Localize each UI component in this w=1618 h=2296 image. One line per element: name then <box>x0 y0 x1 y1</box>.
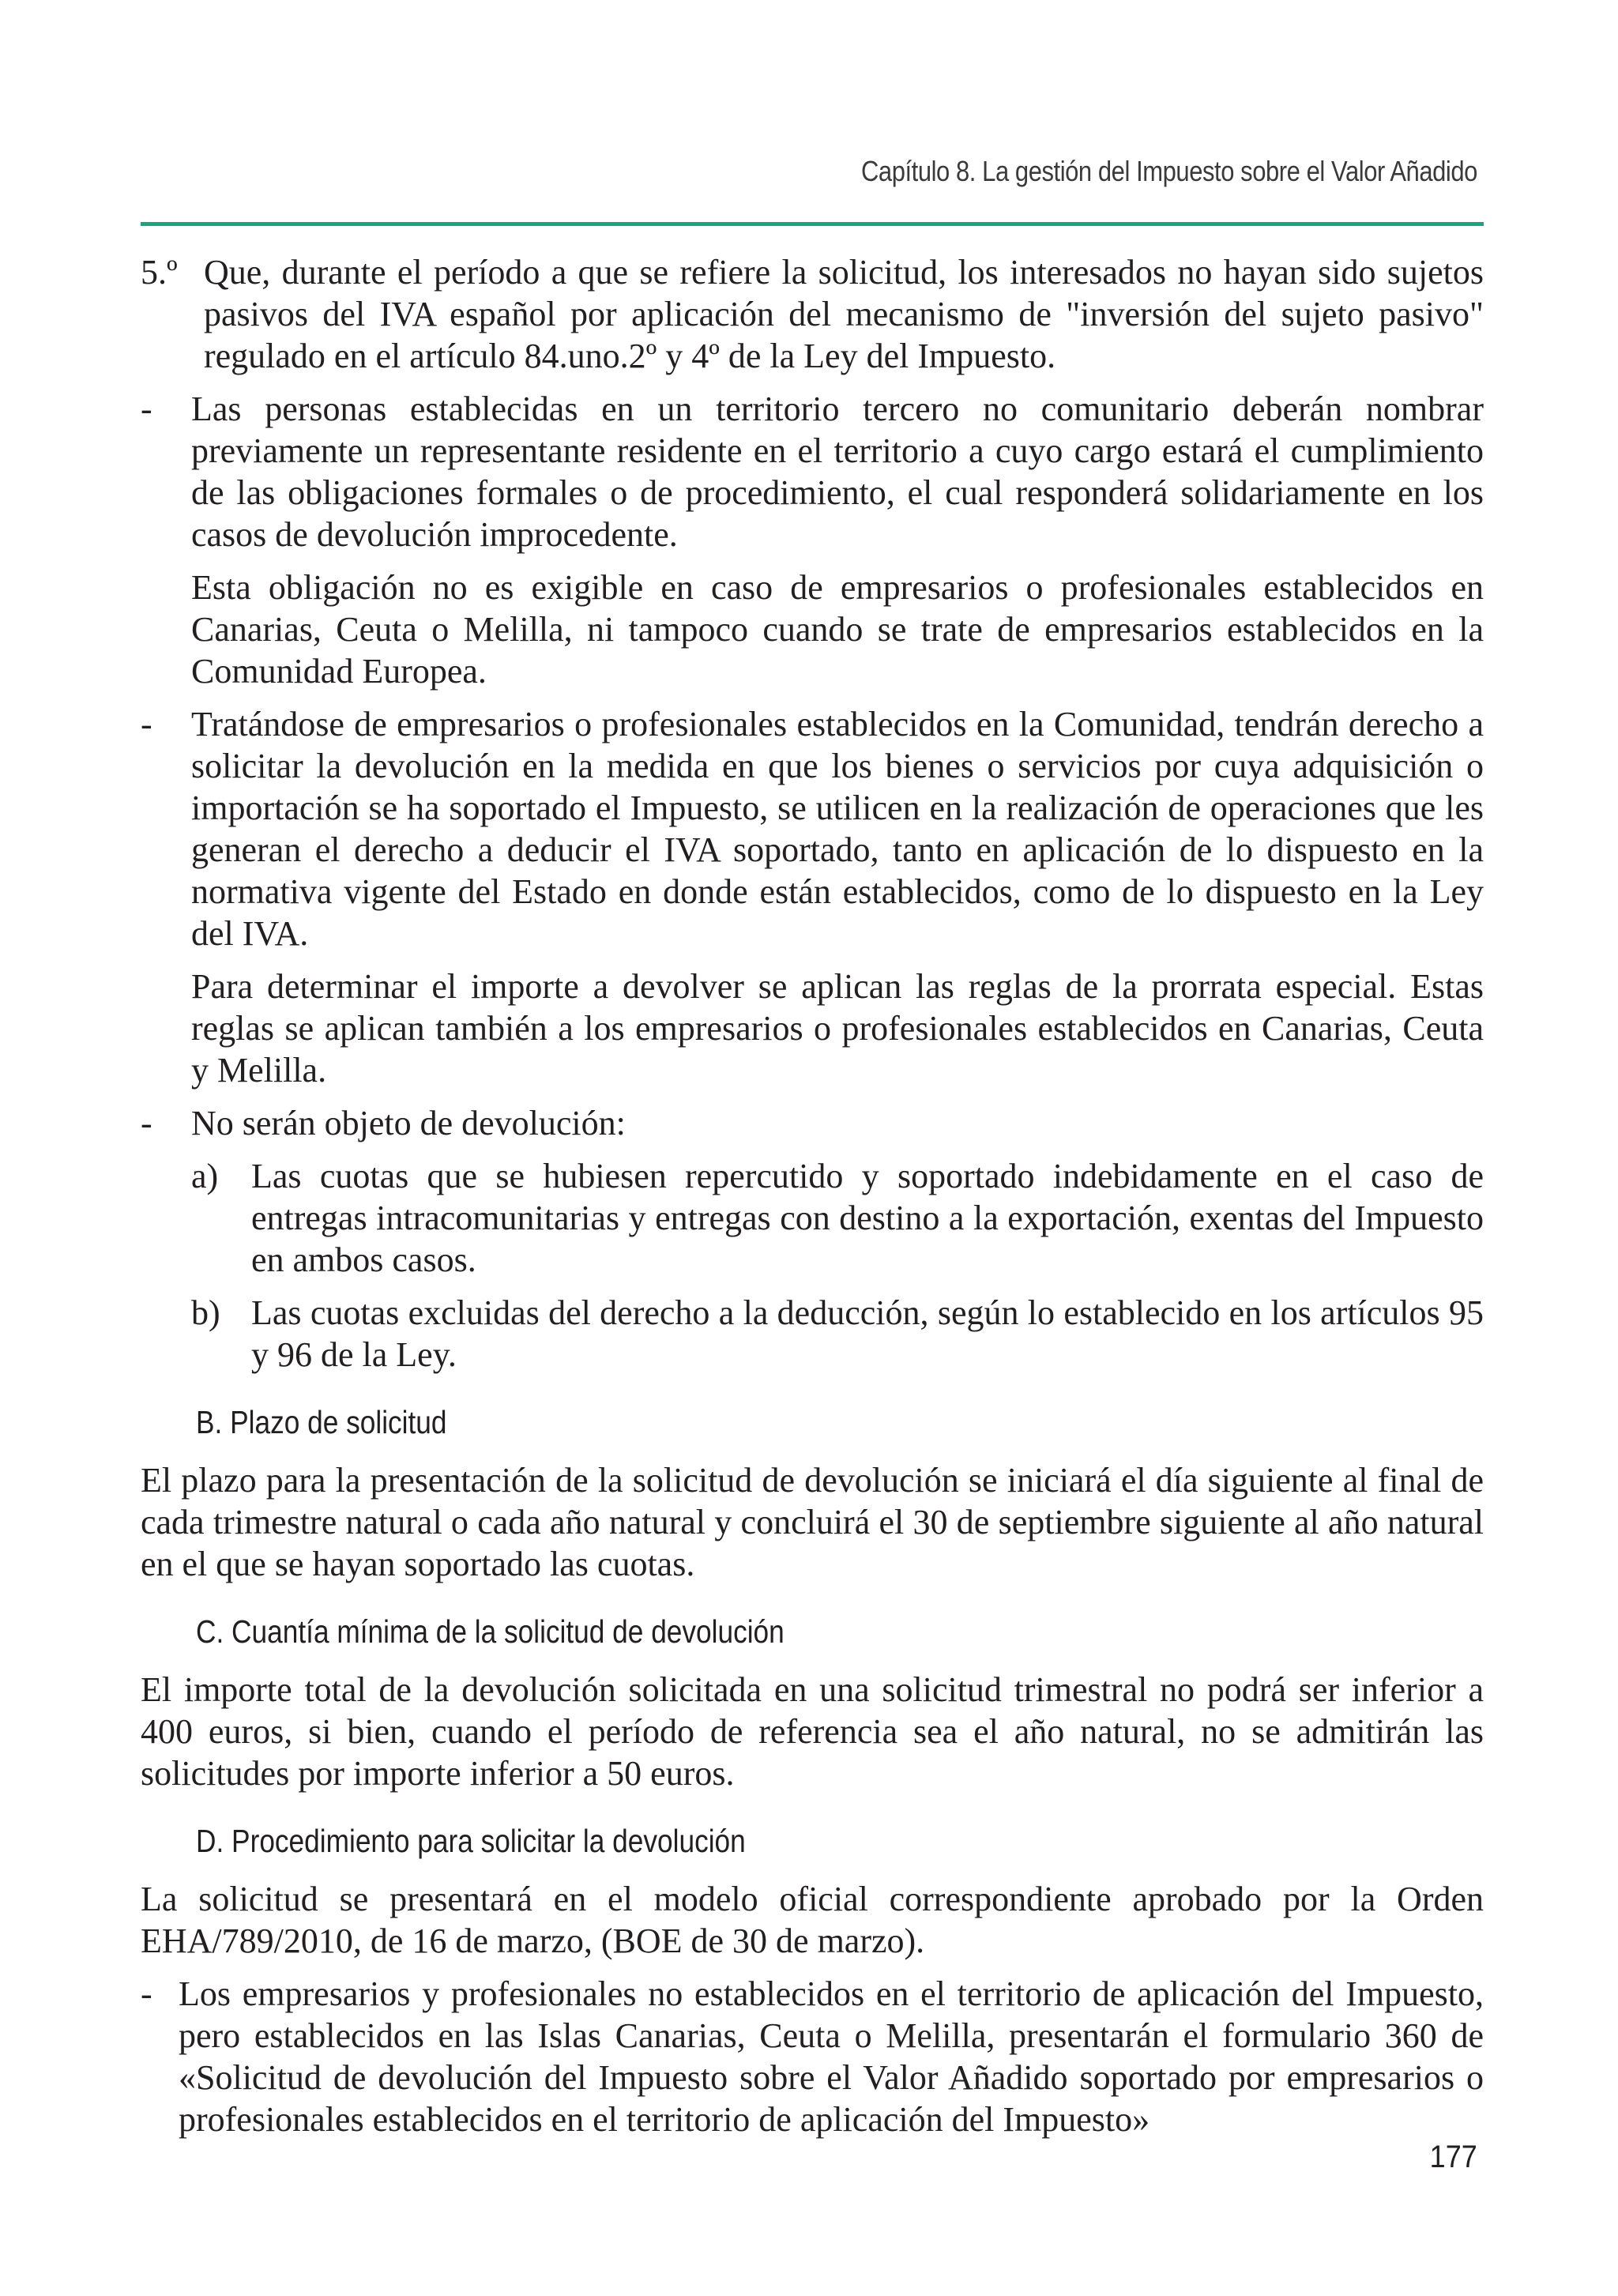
sub-item-text: Las cuotas que se hubiesen repercutido y soportado indebidamente en el caso de entregas intracomunitarias y entregas con destino a la exportación, exentas del Impuesto en ambos casos. <box>251 1157 1484 1279</box>
section-c-paragraph: El importe total de la devolución solicitada en una solicitud trimestral no podrá ser inferior a 400 euros, si bien, cuando el período de referencia sea el año natural, no se admitirán las solicitudes por importe inferior a 50 euros. <box>141 1670 1484 1793</box>
sub-item-a <box>191 1155 1484 1281</box>
section-heading-d: D. Procedimiento para solicitar la devolución <box>196 1823 746 1859</box>
dash-item-text: No serán objeto de devolución: <box>191 1104 626 1142</box>
dash-marker: - <box>141 1104 152 1142</box>
section-b-paragraph: El plazo para la presentación de la solicitud de devolución se iniciará el día siguiente al final de cada trimestre natural o cada año natural y concluirá el 30 de septiembre siguiente al año natural en el que se hayan soportado las cuotas. <box>141 1461 1484 1583</box>
section-heading-c: C. Cuantía mínima de la solicitud de devolución <box>196 1613 785 1650</box>
section-heading-b: B. Plazo de solicitud <box>196 1404 447 1440</box>
dash-marker: - <box>141 705 152 743</box>
running-header: Capítulo 8. La gestión del Impuesto sobre el Valor Añadido <box>861 155 1477 187</box>
dash-marker: - <box>141 1974 152 2013</box>
list-item-5 <box>141 251 1484 377</box>
page-number: 177 <box>1429 2140 1477 2174</box>
section-d-paragraph: La solicitud se presentará en el modelo oficial correspondiente aprobado por la Orden EHA/789/2010, de 16 de marzo, (BOE de 30 de marzo). <box>141 1880 1484 1960</box>
sub-item-marker: b) <box>191 1293 220 1332</box>
page-body <box>141 251 1484 2151</box>
dash-item-text: Las personas establecidas en un territorio tercero no comunitario deberán nombrar previamente un representante residente en el territorio a cuyo cargo estará el cumplimiento de las obligaciones formales o de procedimiento, el cual responderá solidariamente en los casos de devolución improcedente. <box>191 390 1484 554</box>
header-rule <box>141 222 1484 226</box>
sub-item-b <box>191 1292 1484 1376</box>
sub-item-marker: a) <box>191 1157 219 1195</box>
dash-item-exclusions <box>141 1102 1484 1144</box>
dash-item-representative <box>141 388 1484 555</box>
dash-item-continuation: Para determinar el importe a devolver se aplican las reglas de la prorrata especial. Estas reglas se aplican también a los empresarios o profesionales establecidos en Canarias, Ceuta y Melilla. <box>191 967 1484 1090</box>
dash-item-text: Tratándose de empresarios o profesionales establecidos en la Comunidad, tendrán derecho a solicitar la devolución en la medida en que los bienes o servicios por cuya adquisición o importación se ha soportado el Impuesto, se utilicen en la realización de operaciones que les generan el derecho a deducir el IVA soportado, tanto en aplicación de lo dispuesto en la normativa vigente del Estado en donde están establecidos, como de lo dispuesto en la Ley del IVA. <box>191 705 1484 953</box>
dash-item-community <box>141 703 1484 954</box>
list-marker: 5.º <box>141 253 178 292</box>
dash-item-text: Los empresarios y profesionales no establecidos en el territorio de aplicación del Impuesto, pero establecidos en las Islas Canarias, Ceuta o Melilla, presentarán el formulario 360 de «Solicitud de devolución del Impuesto sobre el Valor Añadido soportado por empresarios o profesionales establecidos en el territorio de aplicación del Impuesto» <box>179 1974 1484 2139</box>
dash-item-continuation: Esta obligación no es exigible en caso de empresarios o profesionales establecidos en Canarias, Ceuta o Melilla, ni tampoco cuando se trate de empresarios establecidos en la Comunidad Europea. <box>191 568 1484 691</box>
dash-marker: - <box>141 390 152 428</box>
list-item-text: Que, durante el período a que se refiere la solicitud, los interesados no hayan sido sujetos pasivos del IVA español por aplicación del mecanismo de "inversión del sujeto pasivo" regulado en el artículo 84.uno.2º y 4º de la Ley del Impuesto. <box>204 253 1484 375</box>
sub-item-text: Las cuotas excluidas del derecho a la deducción, según lo establecido en los artículos 95 y 96 de la Ley. <box>251 1293 1484 1374</box>
dash-item-form-360 <box>141 1973 1484 2140</box>
